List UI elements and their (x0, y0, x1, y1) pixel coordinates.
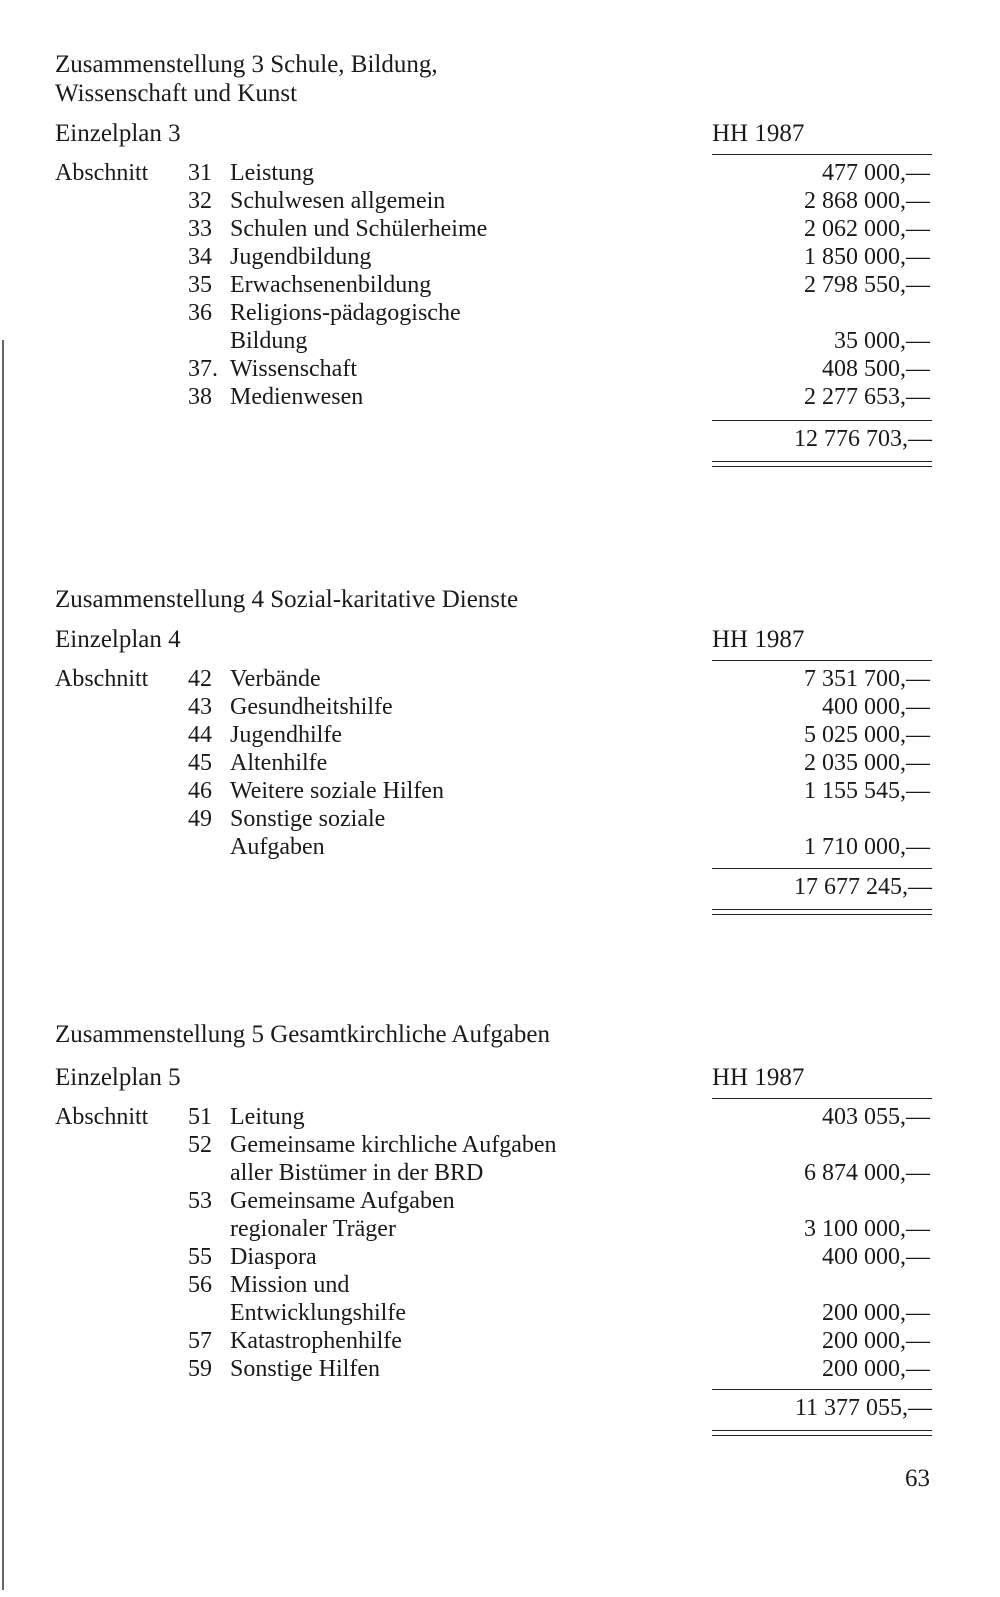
table-row (0, 693, 1000, 721)
hh-year-label: HH 1987 (712, 1064, 805, 1091)
row-amount: 2 035 000,— (804, 750, 930, 776)
table-row (0, 299, 1000, 327)
row-amount: 200 000,— (822, 1328, 930, 1354)
total-block (712, 868, 932, 915)
budget-rows (0, 665, 1000, 861)
row-amount: 35 000,— (834, 328, 930, 354)
section-title: Zusammenstellung 5 Gesamtkirchliche Aufgaben (55, 1021, 551, 1048)
section-title: Zusammenstellung 3 Schule, Bildung, Wissenschaft und Kunst (55, 51, 438, 107)
table-row (0, 721, 1000, 749)
row-number: 35 (188, 272, 212, 298)
row-label: Wissenschaft (230, 356, 357, 382)
double-rule (712, 909, 932, 915)
header-rule (712, 154, 932, 155)
einzelplan-label: Einzelplan 4 (55, 626, 181, 653)
row-amount: 1 155 545,— (804, 778, 930, 804)
row-amount: 403 055,— (822, 1104, 930, 1130)
row-number: 44 (188, 722, 212, 748)
row-number: 59 (188, 1356, 212, 1382)
row-amount: 200 000,— (822, 1356, 930, 1382)
table-row (0, 1103, 1000, 1131)
page-number: 63 (905, 1465, 930, 1492)
row-label: Jugendhilfe (230, 722, 342, 748)
row-label: Diaspora (230, 1244, 317, 1270)
double-rule (712, 461, 932, 467)
table-row (0, 243, 1000, 271)
row-number: 45 (188, 750, 212, 776)
table-row (0, 1243, 1000, 1271)
section-title: Zusammenstellung 4 Sozial-karitative Dienste (55, 586, 519, 613)
row-amount: 5 025 000,— (804, 722, 930, 748)
row-label: Sonstige Hilfen (230, 1356, 380, 1382)
row-label: Leistung (230, 160, 314, 186)
row-number: 31 (188, 160, 212, 186)
table-row (0, 355, 1000, 383)
table-row (0, 833, 1000, 861)
table-row (0, 1355, 1000, 1383)
row-amount: 1 850 000,— (804, 244, 930, 270)
header-rule (712, 660, 932, 661)
table-row (0, 805, 1000, 833)
row-label: Verbände (230, 666, 321, 692)
table-row (0, 1299, 1000, 1327)
einzelplan-label: Einzelplan 5 (55, 1064, 181, 1091)
row-amount: 400 000,— (822, 694, 930, 720)
subtotal-rule (712, 868, 932, 869)
table-row (0, 159, 1000, 187)
row-label: Entwicklungshilfe (230, 1300, 406, 1326)
table-row (0, 271, 1000, 299)
row-number: 52 (188, 1132, 212, 1158)
row-label: Jugendbildung (230, 244, 372, 270)
row-label: Weitere soziale Hilfen (230, 778, 444, 804)
row-number: 36 (188, 300, 212, 326)
row-number: 32 (188, 188, 212, 214)
row-label: Katastrophenhilfe (230, 1328, 402, 1354)
table-row (0, 1159, 1000, 1187)
row-label: Schulwesen allgemein (230, 188, 446, 214)
row-label: Religions-pädagogische (230, 300, 461, 326)
row-label: Schulen und Schülerheime (230, 216, 488, 242)
row-number: 49 (188, 806, 212, 832)
row-amount: 477 000,— (822, 160, 930, 186)
row-amount: 2 798 550,— (804, 272, 930, 298)
row-number: 55 (188, 1244, 212, 1270)
scan-margin-line (2, 340, 4, 1590)
row-amount: 7 351 700,— (804, 666, 930, 692)
section-total: 12 776 703,— (794, 426, 932, 452)
table-row (0, 777, 1000, 805)
row-number: 43 (188, 694, 212, 720)
table-row (0, 1131, 1000, 1159)
row-label: Gemeinsame kirchliche Aufgaben (230, 1132, 557, 1158)
row-amount: 200 000,— (822, 1300, 930, 1326)
row-number: 34 (188, 244, 212, 270)
table-row (0, 327, 1000, 355)
abschnitt-label: Abschnitt (55, 160, 149, 186)
hh-year-label: HH 1987 (712, 120, 805, 147)
row-amount: 2 277 653,— (804, 384, 930, 410)
table-row (0, 749, 1000, 777)
row-amount: 1 710 000,— (804, 834, 930, 860)
row-amount: 408 500,— (822, 356, 930, 382)
row-label: Mission und (230, 1272, 350, 1298)
row-amount: 2 062 000,— (804, 216, 930, 242)
row-label: Gemeinsame Aufgaben (230, 1188, 455, 1214)
subtotal-rule (712, 1389, 932, 1390)
table-row (0, 665, 1000, 693)
table-row (0, 215, 1000, 243)
row-amount: 2 868 000,— (804, 188, 930, 214)
section-total: 11 377 055,— (794, 1395, 932, 1421)
header-rule (712, 1098, 932, 1099)
abschnitt-label: Abschnitt (55, 666, 149, 692)
total-block (712, 420, 932, 467)
table-row (0, 1187, 1000, 1215)
row-number: 42 (188, 666, 212, 692)
row-label: Leitung (230, 1104, 305, 1130)
row-number: 46 (188, 778, 212, 804)
row-number: 37. (188, 356, 218, 382)
row-label: Erwachsenenbildung (230, 272, 432, 298)
budget-rows (0, 159, 1000, 411)
row-label: Bildung (230, 328, 308, 354)
row-number: 33 (188, 216, 212, 242)
table-row (0, 1215, 1000, 1243)
row-amount: 3 100 000,— (804, 1216, 930, 1242)
row-number: 38 (188, 384, 212, 410)
total-block (712, 1389, 932, 1436)
budget-rows (0, 1103, 1000, 1383)
row-number: 56 (188, 1272, 212, 1298)
row-amount: 400 000,— (822, 1244, 930, 1270)
abschnitt-label: Abschnitt (55, 1104, 149, 1130)
row-number: 53 (188, 1188, 212, 1214)
row-label: Gesundheitshilfe (230, 694, 393, 720)
hh-year-label: HH 1987 (712, 626, 805, 653)
row-label: Altenhilfe (230, 750, 328, 776)
double-rule (712, 1430, 932, 1436)
table-row (0, 187, 1000, 215)
row-amount: 6 874 000,— (804, 1160, 930, 1186)
row-label: Aufgaben (230, 834, 325, 860)
row-label: Medienwesen (230, 384, 364, 410)
table-row (0, 383, 1000, 411)
row-number: 51 (188, 1104, 212, 1130)
section-total: 17 677 245,— (794, 874, 932, 900)
row-number: 57 (188, 1328, 212, 1354)
einzelplan-label: Einzelplan 3 (55, 120, 181, 147)
row-label: Sonstige soziale (230, 806, 386, 832)
table-row (0, 1327, 1000, 1355)
row-label: aller Bistümer in der BRD (230, 1160, 484, 1186)
table-row (0, 1271, 1000, 1299)
subtotal-rule (712, 420, 932, 421)
row-label: regionaler Träger (230, 1216, 396, 1242)
